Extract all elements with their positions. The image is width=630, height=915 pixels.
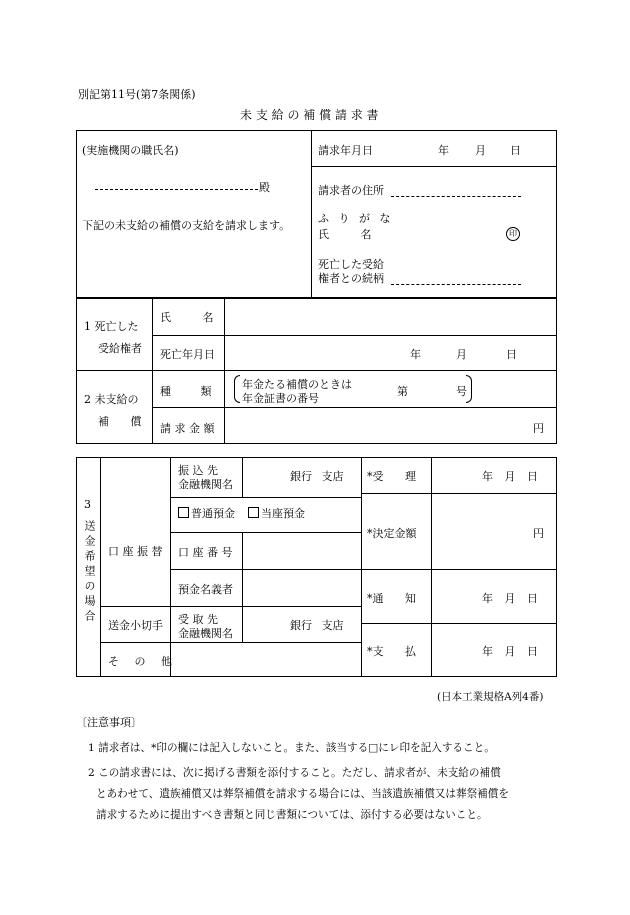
day-label: 日 [510,144,521,157]
dai-label: 第 [397,385,408,398]
form-title: 未 支 給 の 補 償 請 求 書 [240,108,379,122]
accept-label: *受 理 [367,470,416,483]
relation-label-2: 権者との続柄 [318,272,384,285]
current-deposit-checkbox[interactable]: 当座預金 [248,505,305,521]
note-1: 1 請求者は、*印の欄には記入しないこと。また、該当する□にレ印を記入すること。 [88,742,495,754]
bank-suffix: 銀行 支店 [290,470,344,483]
recv-label-2: 金融機関名 [178,627,233,640]
accept-date: 年 月 日 [482,470,538,483]
section2-label-1: 2 未支給の [84,393,139,406]
request-date-label: 請求年月日 [318,144,373,157]
note-2-line-1: 2 この請求書には、次に掲げる書類を添付すること。ただし、請求者が、未支給の補償 [88,767,501,779]
kind-label: 種 類 [160,385,212,398]
normal-deposit-checkbox[interactable]: 普通預金 [178,505,235,521]
official-label: (実施機関の職氏名) [82,144,179,157]
address-label: 請求者の住所 [318,184,384,197]
section3-vertical-label: 送金希望の場合 [83,520,96,625]
form-reference: 別記第11号(第7条関係) [78,88,196,101]
dono-label: 殿 [259,181,270,194]
death-month: 月 [456,348,467,361]
relation-label-1: 死亡した受給 [318,258,384,271]
section1-label-2: 受給権者 [98,342,142,355]
death-day: 日 [506,348,517,361]
furigana-label: ふ り が な [318,212,394,225]
amount-label: 請 求 金 額 [160,422,215,435]
address-field[interactable] [391,196,521,197]
pay-date: 年 月 日 [482,645,538,658]
notes-title: 〔注意事項〕 [76,716,142,729]
year-label: 年 [438,144,449,157]
holder-label: 預金名義者 [178,583,233,596]
decided-amount-label: *決定金額 [367,527,417,540]
paper-standard: (日本工業規格A列4番) [437,691,544,703]
official-name-line[interactable] [95,189,258,190]
recv-label-1: 受 取 先 [178,613,218,626]
seal-mark: 印 [506,226,520,241]
relation-field[interactable] [391,284,521,285]
section2-label-2: 補 償 [98,415,142,428]
note-2-line-3: 請求するために提出すべき書類と同じ書類については、添付する必要はないこと。 [96,809,488,821]
decided-yen: 円 [533,527,544,540]
pay-label: *支 払 [367,645,416,658]
notice-label: *通 知 [367,592,416,605]
check-label: 送金小切手 [108,619,163,632]
note-2-line-2: とあわせて、遺族補償又は葬祭補償を請求する場合には、当該遺族補償又は葬祭補償を [96,788,509,800]
transfer-label: 口 座 振 替 [108,545,163,558]
recv-suffix: 銀行 支店 [290,619,344,632]
death-date-label: 死亡年月日 [160,348,215,361]
bank-label-2: 金融機関名 [178,478,233,491]
name-label: 氏 名 [318,228,372,241]
deceased-table [76,298,557,444]
amount-yen: 円 [533,422,544,435]
other-label: そ の 他 [108,655,178,668]
go-label: 号 [456,385,467,398]
account-no-label: 口 座 番 号 [178,546,233,559]
bank-label-1: 振 込 先 [178,464,218,477]
month-label: 月 [475,144,486,157]
section1-label-1: 1 死亡した [84,320,139,333]
deceased-name-label: 氏 名 [160,311,214,324]
death-year: 年 [410,348,421,361]
pension-note-1: 年金たる補償のときは [242,378,352,391]
notice-date: 年 月 日 [482,592,538,605]
pension-note-2: 年金証書の番号 [242,392,319,405]
request-text: 下記の未支給の補償の支給を請求します。 [82,219,291,232]
section3-number: 3 [84,498,91,511]
